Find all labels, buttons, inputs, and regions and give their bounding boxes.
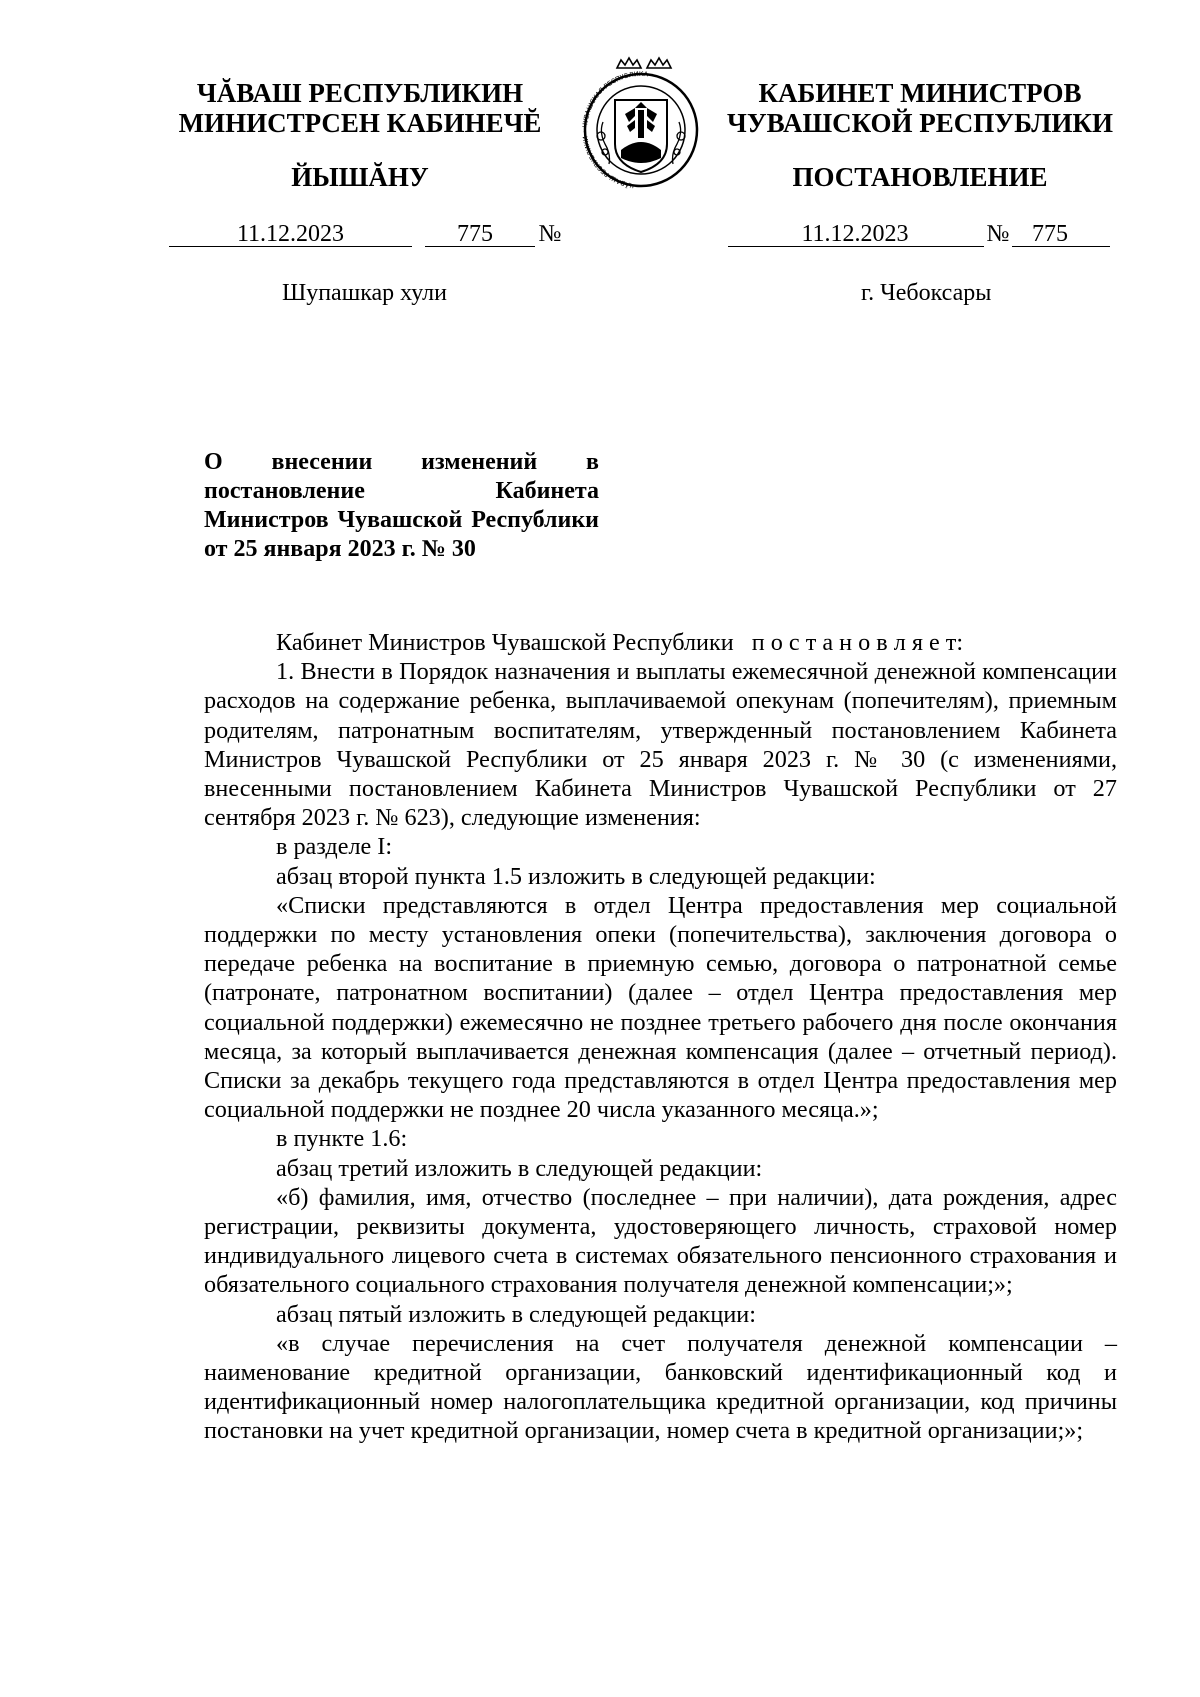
left-number-sign: №	[538, 221, 562, 247]
body-paragraph: абзац пятый изложить в следующей редакции:	[276, 1300, 756, 1328]
left-city: Шупашкар хули	[282, 280, 447, 306]
body-paragraph: «б) фамилия, имя, отчество (последнее – при наличии), дата рождения, адрес регистрации, реквизиты документа, удостоверяющего личность, страховой номер индивидуального лицевого счета в системах обязательного пенсионного страхования и обязательного социального страхования получателя денежной компенсации;»;	[204, 1183, 1117, 1299]
right-doc-type: ПОСТАНОВЛЕНИЕ	[792, 162, 1048, 192]
body-paragraph: «в случае перечисления на счет получателя денежной компенсации – наименование кредитной организации, банковский идентификационный код и идентификационный номер налогоплательщика кредитной организации, код причины постановки на учет кредитной организации, номер счета в кредитной организации;»;	[204, 1329, 1117, 1445]
intro-spaced: п о с т а н о в л я е т:	[751, 629, 964, 656]
right-city: г. Чебоксары	[861, 280, 992, 306]
body-paragraph: «Списки представляются в отдел Центра предоставления мер социальной поддержки по месту установления опеки (попечительства), заключения договора о передаче ребенка на воспитание в приемную семью, договора о патронатной семье (патронате, патронатном воспитании) (далее – отдел Центра предоставления мер социальной поддержки) ежемесячно не позднее третьего рабочего дня после окончания месяца, за который выплачивается денежная компенсация (далее – отчетный период). Списки за декабрь текущего года представляются в отдел Центра предоставления мер социальной поддержки не позднее 20 числа указанного месяца.»;	[204, 891, 1117, 1124]
body-paragraph: абзац второй пункта 1.5 изложить в следующей редакции:	[276, 862, 876, 890]
left-doc-type: ЙЫШĂНУ	[291, 162, 429, 192]
body-paragraph: в разделе I:	[276, 833, 393, 861]
left-number: 775	[457, 221, 493, 247]
left-org-line1: ЧĂВАШ РЕСПУБЛИКИН	[196, 78, 524, 108]
right-number: 775	[1032, 221, 1068, 247]
intro-lead: Кабинет Министров Чувашской Республики	[276, 629, 734, 656]
body-paragraph: в пункте 1.6:	[276, 1125, 408, 1153]
right-date: 11.12.2023	[801, 221, 909, 247]
right-org-line1: КАБИНЕТ МИНИСТРОВ	[758, 78, 1082, 108]
right-org-name	[720, 78, 1120, 138]
chuvash-coat-of-arms-icon	[575, 52, 707, 194]
emblem	[575, 52, 707, 194]
body-paragraph: 1. Внести в Порядок назначения и выплаты ежемесячной денежной компенсации расходов на содержание ребенка, выплачиваемой опекунам (попечителям), приемным родителям, патронатным воспитателям, утвержденный постановлением Кабинета Министров Чувашской Республики от 25 января 2023 г. № 30 (с изменениями, внесенными постановлением Кабинета Министров Чувашской Республики от 27 сентября 2023 г. № 623), следующие изменения:	[204, 658, 1117, 832]
right-org-line2: ЧУВАШСКОЙ РЕСПУБЛИКИ	[727, 108, 1113, 138]
document-body	[204, 628, 1117, 1446]
body-paragraph: абзац третий изложить в следующей редакции:	[276, 1154, 763, 1182]
left-org-line2: МИНИСТРСЕН КАБИНЕЧĔ	[178, 108, 542, 138]
document-title: О внесении изменений в постановление Кабинета Министров Чувашской Республики от 25 января 2023 г. № 30	[204, 449, 599, 562]
left-date: 11.12.2023	[236, 221, 345, 247]
emblem-ring-text: ЧĂВАШ РЕСПУБЛИКИ • ЧУВАШСКАЯ РЕСПУБЛИКА •	[581, 69, 655, 190]
intro-paragraph	[204, 628, 1117, 657]
right-number-sign: №	[986, 221, 1010, 247]
left-org-name	[150, 78, 570, 138]
